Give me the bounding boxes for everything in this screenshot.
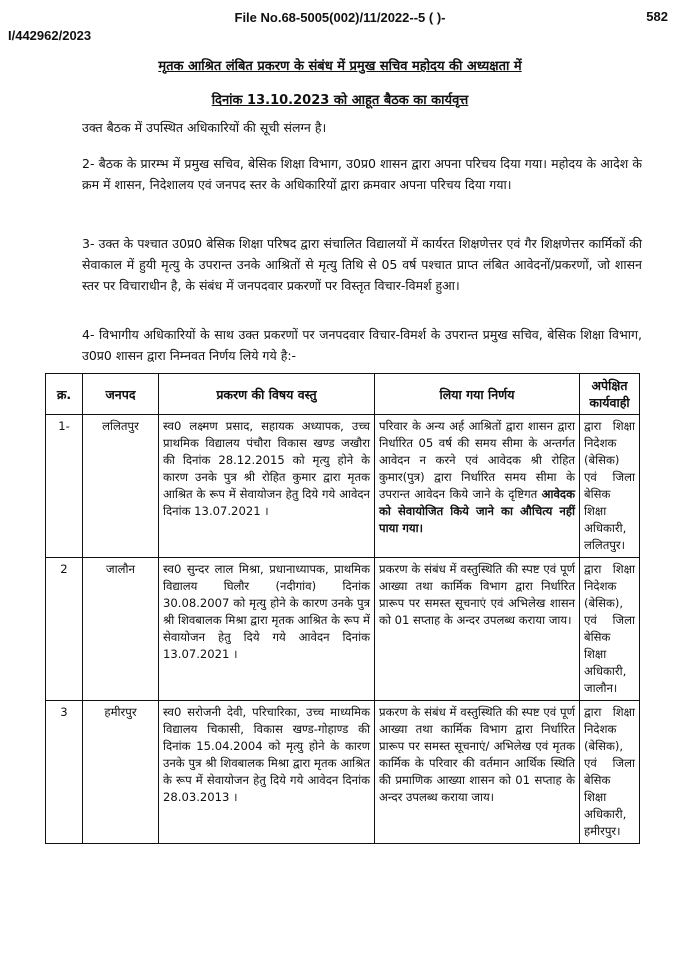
decision-table bbox=[45, 373, 640, 844]
paragraph-2: 2- बैठक के प्रारम्भ में प्रमुख सचिव, बेसिक शिक्षा विभाग, उ0प्र0 शासन द्वारा अपना परिचय दिया गया। महोदय के आदेश के क्रम में शासन, निदेशालय एवं जनपद स्तर के अधिकारियों द्वारा क्रमवार अपना परिचय दिया गया। bbox=[82, 156, 642, 192]
reference-number: I/442962/2023 bbox=[8, 28, 92, 43]
decision-bold-text: आवेदक को सेवायोजित किये जाने का औचित्य नहीं पाया गया। bbox=[379, 487, 575, 535]
row-decision: प्रकरण के संबंध में वस्तुस्थिति की स्पष्ट एवं पूर्ण आख्या तथा कार्मिक विभाग द्वारा निर्धारित प्रारूप पर समस्त सूचनाएं एवं अभिलेख शासन को 01 सप्ताह के अन्दर उपलब्ध कराया जाय। bbox=[375, 558, 580, 701]
header-decision: लिया गया निर्णय bbox=[375, 374, 580, 415]
row-decision: प्रकरण के संबंध में वस्तुस्थिति की स्पष्ट एवं पूर्ण आख्या तथा कार्मिक विभाग द्वारा निर्धारित प्रारूप पर समस्त सूचनाएं/ अभिलेख एवं मृतक कार्मिक के परिवार की वर्तमान आर्थिक स्थिति की प्रमाणिक आख्या शासन को 01 सप्ताह के अन्दर उपलब्ध कराया जाय। bbox=[375, 701, 580, 844]
row-district: हमीरपुर bbox=[83, 701, 159, 844]
table-row bbox=[46, 415, 640, 558]
row-action: द्वारा शिक्षा निदेशक (बेसिक), एवं जिला बेसिक शिक्षा अधिकारी, हमीरपुर। bbox=[580, 701, 640, 844]
row-action: द्वारा शिक्षा निदेशक (बेसिक), एवं जिला बेसिक शिक्षा अधिकारी, जालौन। bbox=[580, 558, 640, 701]
row-subject: स्व0 सुन्दर लाल मिश्रा, प्रधानाध्यापक, प्राथमिक विद्यालय घिलौर (नदीगांव) दिनांक 30.08.2007 को मृत्यु होने के कारण उनके पुत्र श्री शिवबालक मिश्रा द्वारा मृतक आश्रित के रूप में सेवायोजन हेतु दिये गये आवेदन दिनांक 13.07.2021 । bbox=[159, 558, 375, 701]
header-subject: प्रकरण की विषय वस्तु bbox=[159, 374, 375, 415]
decision-text: परिवार के अन्य अर्ह आश्रितों द्वारा शासन द्वारा निर्धारित 05 वर्ष की समय सीमा के अन्तर्गत आवेदन न करने एवं आवेदक श्री रोहित कुमार(पुत्र) द्वारा निर्धारित समय सीमा के उपरान्त आवेदन किये जाने के दृष्टिगत bbox=[379, 419, 575, 501]
row-subject: स्व0 सरोजनी देवी, परिचारिका, उच्च माध्यमिक विद्यालय चिकासी, विकास खण्ड-गोहाण्ड की दिनांक 15.04.2004 को मृत्यु होने के कारण उनके पुत्र श्री शिवबालक मिश्रा द्वारा मृतक आश्रित के रूप में सेवायोजन हेतु दिये गये आवेदन दिनांक 28.03.2013 । bbox=[159, 701, 375, 844]
row-district: जालौन bbox=[83, 558, 159, 701]
document-title: मृतक आश्रित लंबित प्रकरण के संबंध में प्रमुख सचिव महोदय की अध्यक्षता में bbox=[158, 59, 522, 74]
paragraph-attendance: उक्त बैठक में उपस्थित अधिकारियों की सूची संलग्न है। bbox=[82, 120, 327, 135]
row-subject: स्व0 लक्ष्मण प्रसाद, सहायक अध्यापक, उच्च प्राथमिक विद्यालय पंचौरा विकास खण्ड जखौरा की दिनांक 28.12.2015 को मृत्यु होने के कारण उनके पुत्र श्री रोहित कुमार द्वारा मृतक आश्रित के रूप में सेवायोजन हेतु दिये गये आवेदन दिनांक 13.07.2021 । bbox=[159, 415, 375, 558]
row-sno: 1- bbox=[46, 415, 83, 558]
row-district: ललितपुर bbox=[83, 415, 159, 558]
table-header-row bbox=[46, 374, 640, 415]
row-sno: 2 bbox=[46, 558, 83, 701]
file-number: File No.68-5005(002)/11/2022--5 ( )- bbox=[234, 10, 446, 25]
row-action: द्वारा शिक्षा निदेशक (बेसिक) एवं जिला बेसिक शिक्षा अधिकारी, ललितपुर। bbox=[580, 415, 640, 558]
header-district: जनपद bbox=[83, 374, 159, 415]
header-sno: क्र. bbox=[46, 374, 83, 415]
row-sno: 3 bbox=[46, 701, 83, 844]
table-row bbox=[46, 558, 640, 701]
document-subtitle: दिनांक 13.10.2023 को आहूत बैठक का कार्यवृत्त bbox=[211, 93, 469, 108]
table-row bbox=[46, 701, 640, 844]
paragraph-4: 4- विभागीय अधिकारियों के साथ उक्त प्रकरणों पर जनपदवार विचार-विमर्श के उपरान्त प्रमुख सचिव, बेसिक शिक्षा विभाग, उ0प्र0 शासन द्वारा निम्नवत निर्णय लिये गये है:- bbox=[82, 327, 642, 363]
page-number: 582 bbox=[646, 9, 668, 24]
row-decision bbox=[375, 415, 580, 558]
paragraph-3: 3- उक्त के पश्चात उ0प्र0 बेसिक शिक्षा परिषद द्वारा संचालित विद्यालयों में कार्यरत शिक्षणेत्तर एवं गैर शिक्षणेत्तर कार्मिकों की सेवाकाल में हुयी मृत्यु के उपरान्त उनके आश्रितों से मृत्यु तिथि से 05 वर्ष पश्चात प्राप्त लंबित आवेदनों/प्रकरणों, जो शासन स्तर पर विचाराधीन है, के संबंध में जनपदवार प्रकरणों पर विस्तृत विचार-विमर्श हुआ। bbox=[82, 236, 642, 293]
header-action: अपेक्षित कार्यवाही bbox=[580, 374, 640, 415]
